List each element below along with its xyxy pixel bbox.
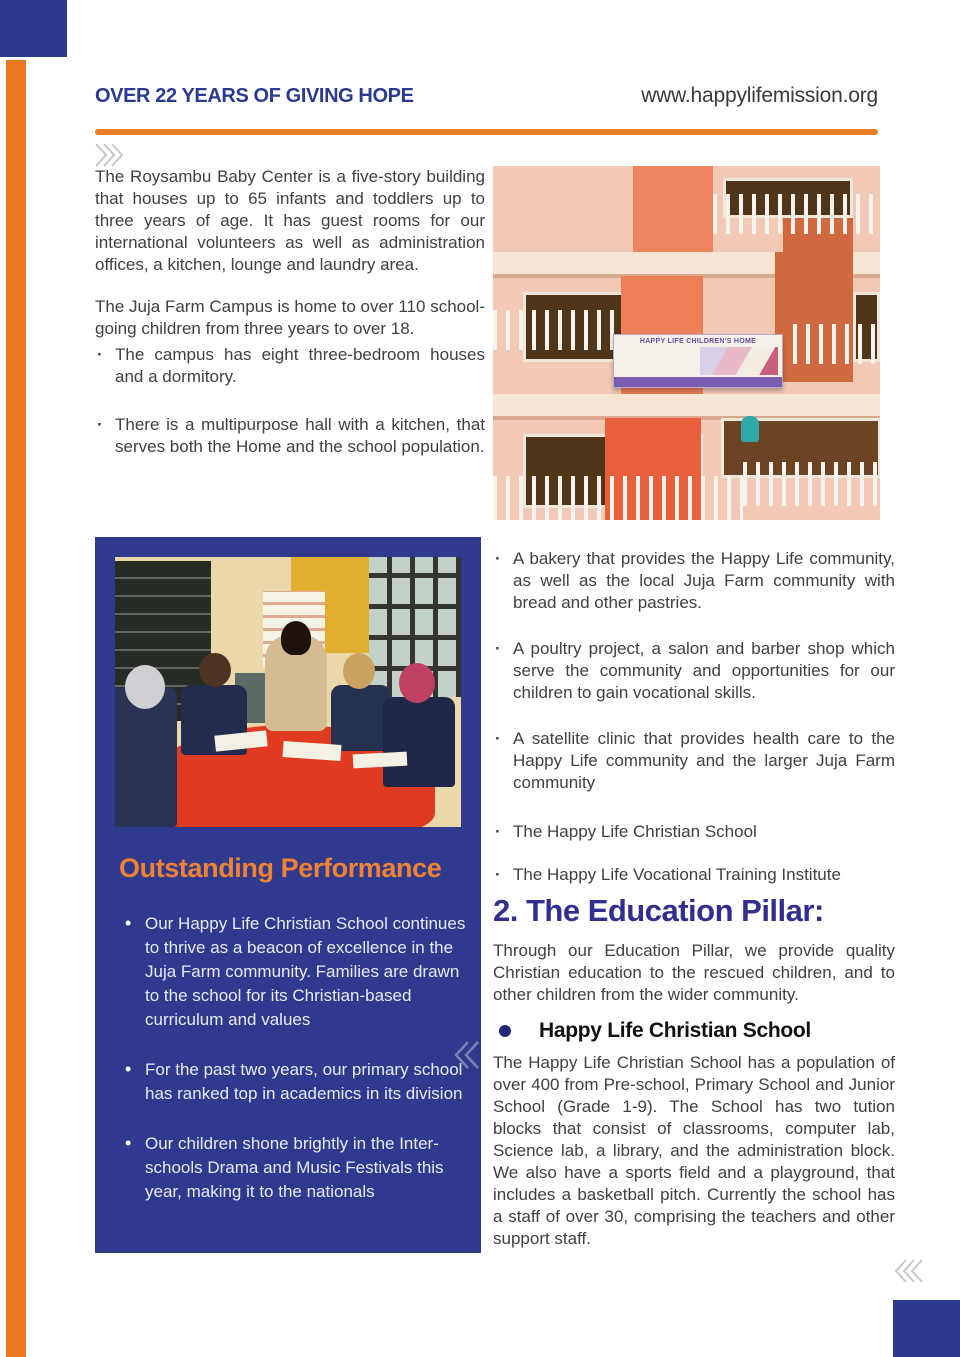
photo-shape — [493, 394, 880, 416]
banner-collage — [700, 347, 778, 375]
photo-child-head — [343, 653, 375, 689]
photo-shape — [743, 462, 880, 506]
photo-child-head — [199, 653, 231, 687]
photo-book — [353, 752, 408, 769]
triple-left-chevrons-icon — [882, 1258, 924, 1284]
school-heading: Happy Life Christian School — [539, 1019, 811, 1042]
list-item: · The Happy Life Christian School — [493, 821, 895, 843]
corner-accent-bottom-right — [893, 1300, 960, 1357]
photo-shape — [793, 324, 880, 364]
double-left-chevrons-icon — [448, 1040, 484, 1070]
photo-child — [383, 697, 455, 787]
photo-child — [331, 685, 391, 751]
photo-shape — [493, 476, 743, 520]
triple-right-chevrons-icon — [94, 142, 136, 168]
bullet-dot-icon — [499, 1025, 511, 1037]
header-tagline: OVER 22 YEARS OF GIVING HOPE — [95, 85, 414, 107]
education-pillar-heading: 2. The Education Pillar: — [493, 893, 824, 928]
list-item: • Our Happy Life Christian School continues to thrive as a beacon of excellence in the Juja Farm community. Families are drawn to the school for its Christian-based curriculum and values — [123, 912, 467, 1032]
left-orange-stripe — [6, 60, 26, 1357]
list-item: · A poultry project, a salon and barber shop which serve the community and opportunities for our children to gain vocational skills. — [493, 638, 895, 704]
photo-teacher-head — [281, 621, 311, 655]
header-divider — [95, 129, 878, 135]
photo-child-head — [399, 663, 435, 703]
corner-accent-top-left — [0, 0, 67, 57]
building-photo — [493, 166, 880, 520]
performance-bullet-list — [123, 912, 467, 1204]
list-item: · The campus has eight three-bedroom houses and a dormitory. — [95, 344, 485, 388]
school-heading-row — [493, 1020, 895, 1042]
header-website-url[interactable]: www.happylifemission.org — [641, 84, 878, 107]
performance-box — [95, 537, 481, 1253]
intro-paragraph-1: The Roysambu Baby Center is a five-story building that houses up to 65 infants and toddlers up to three years of age. It has guest rooms for our international volunteers as well as administration offices, a kitchen, lounge and laundry area. — [95, 167, 485, 274]
photo-shape — [633, 166, 713, 258]
performance-heading: Outstanding Performance — [119, 853, 442, 883]
list-item: · The Happy Life Vocational Training Institute — [493, 864, 895, 886]
classroom-photo — [115, 557, 461, 827]
page-header — [95, 84, 878, 108]
banner-text: HAPPY LIFE CHILDREN'S HOME — [639, 338, 757, 345]
list-item: · A bakery that provides the Happy Life community, as well as the local Juja Farm community with bread and other pastries. — [493, 548, 895, 614]
building-banner — [613, 334, 783, 388]
school-body-text: The Happy Life Christian School has a population of over 400 from Pre-school, Primary School and Junior School (Grade 1-9). The School has two tution blocks that consist of classrooms, computer lab, Science lab, a library, and the administration block. We also have a sports field and a playground, that includes a basketball pitch. Currently the school has a staff of over 30, comprising the teachers and other support staff. — [493, 1053, 895, 1248]
intro-paragraph-2: The Juja Farm Campus is home to over 110 school-going children from three years to over 18. — [95, 297, 485, 338]
community-bullet-list — [493, 548, 895, 886]
list-item: • For the past two years, our primary school has ranked top in academics in its division — [123, 1058, 467, 1106]
photo-shape — [713, 194, 880, 234]
intro-text-column — [95, 166, 485, 482]
list-item: • Our children shone brightly in the Inter-schools Drama and Music Festivals this year, making it to the nationals — [123, 1132, 467, 1204]
education-intro: Through our Education Pillar, we provide quality Christian education to the rescued children, and to other children from the wider community. — [493, 941, 895, 1004]
photo-person — [741, 416, 759, 442]
list-item: · There is a multipurpose hall with a kitchen, that serves both the Home and the school population. — [95, 414, 485, 458]
list-item: · A satellite clinic that provides health care to the Happy Life community and the larger Juja Farm community — [493, 728, 895, 794]
photo-shape — [493, 310, 623, 350]
community-text-column — [493, 548, 895, 1250]
campus-bullet-list — [95, 344, 485, 458]
banner-strip — [614, 377, 782, 387]
photo-child-head — [125, 665, 165, 709]
